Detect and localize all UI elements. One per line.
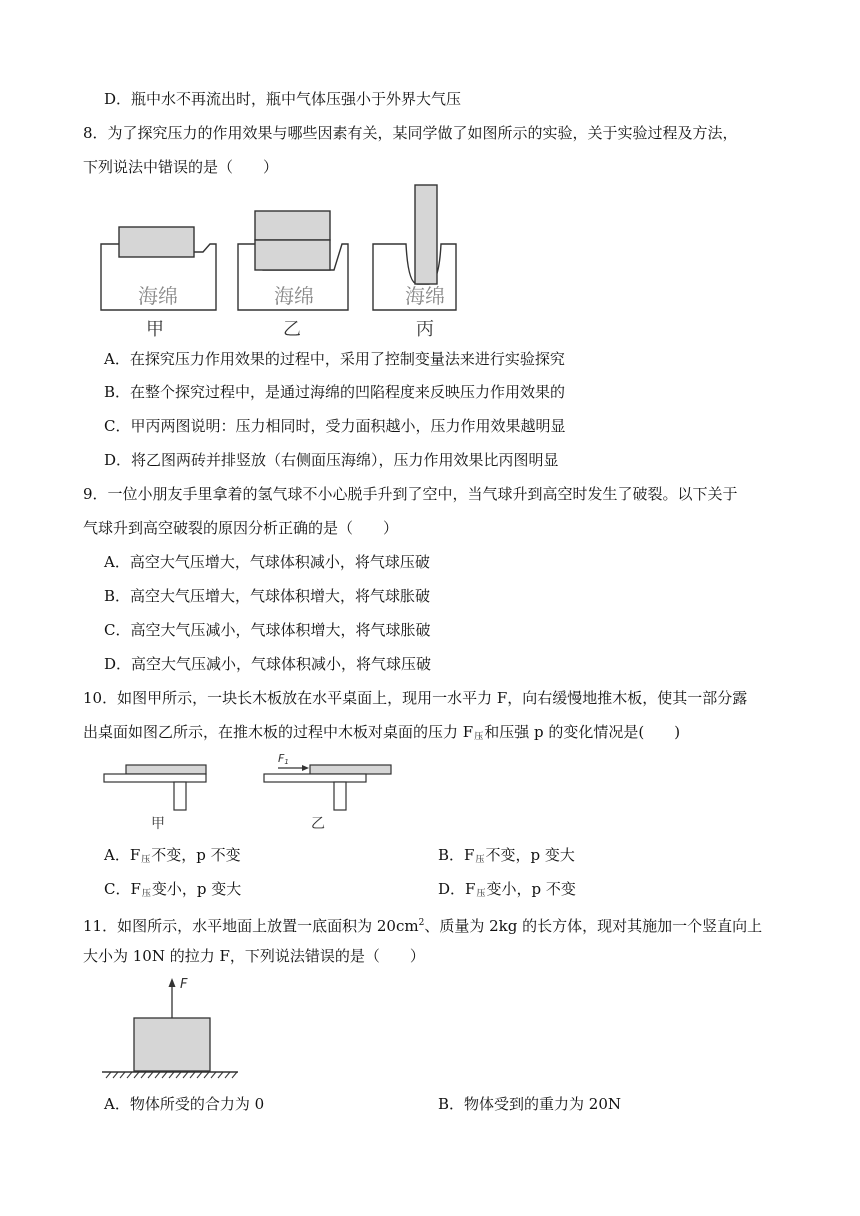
q8-option-d: D．将乙图两砖并排竖放（右侧面压海绵），压力作用效果比丙图明显 [104, 451, 559, 469]
q9-option-b: B．高空大气压增大，气球体积增大，将气球胀破 [104, 587, 431, 605]
q10-stem-line1: 10．如图甲所示，一块长木板放在水平桌面上，现用一水平力 F，向右缓慢地推木板，使其一部分露 [83, 689, 748, 707]
q8-fig-label-a: 甲 [146, 319, 164, 340]
q10-board-figure [100, 752, 400, 834]
q10-tableleg-b [334, 782, 346, 810]
q11-force-label: F [180, 977, 188, 992]
q8-brick-a [119, 227, 194, 257]
q8-stem-line2: 下列说法中错误的是（ ） [83, 158, 279, 176]
q10-fig-label-b: 乙 [311, 816, 325, 832]
q8-sponge-b [238, 211, 348, 310]
q8-option-c: C．甲丙两图说明：压力相同时，受力面积越小，压力作用效果越明显 [104, 417, 566, 435]
q10-tableleg-a [174, 782, 186, 810]
q8-option-b: B．在整个探究过程中，是通过海绵的凹陷程度来反映压力作用效果的 [104, 383, 566, 401]
q8-sponge-c [373, 185, 456, 310]
q10-option-a: A．$F_压$不变，p 不变 [104, 846, 241, 865]
q10-option-c: C．$F_压$变小，p 变大 [104, 880, 242, 899]
q11-ground-hatch [106, 1072, 237, 1078]
q9-option-a: A．高空大气压增大，气球体积减小，将气球压破 [104, 553, 430, 571]
q8-sponge-label-b: 海绵 [274, 284, 314, 308]
q8-fig-label-c: 丙 [416, 319, 434, 340]
q8-fig-label-b: 乙 [283, 319, 301, 340]
q9-stem-line1: 9．一位小朋友手里拿着的氢气球不小心脱手升到了空中，当气球升到高空时发生了破裂。以下关于 [83, 485, 738, 503]
q8-sponge-label-c: 海绵 [405, 284, 445, 308]
q10-board-a [126, 765, 206, 774]
q11-block-figure [100, 970, 240, 1082]
q10-table-a [104, 765, 206, 810]
q8-brick-b-top [255, 211, 330, 240]
q7-option-d: D．瓶中水不再流出时，瓶中气体压强小于外界大气压 [104, 90, 462, 108]
q11-option-a: A．物体所受的合力为 0 [104, 1095, 265, 1113]
q10-table-b [264, 752, 391, 810]
q8-sponge-label-a: 海绵 [138, 284, 178, 308]
q10-board-b [310, 765, 391, 774]
q11-stem-line1: 11．如图所示，水平地面上放置一底面积为 $20cm^2$、质量为 2kg 的长方体，现对其施加一个竖直向上 [83, 917, 763, 935]
q8-brick-b-bottom [255, 240, 330, 270]
q10-stem-line2: 出桌面如图乙所示，在推木板的过程中木板对桌面的压力 $F_压$和压强 p 的变化情况是( ) [83, 723, 681, 742]
q11-block [134, 1018, 210, 1071]
q9-stem-line2: 气球升到高空破裂的原因分析正确的是（ ） [83, 519, 399, 537]
q8-stem-line1: 8．为了探究压力的作用效果与哪些因素有关，某同学做了如图所示的实验，关于实验过程及方法， [83, 124, 738, 142]
q10-fig-label-a: 甲 [151, 816, 165, 832]
q10-tabletop-a [104, 774, 206, 782]
q10-option-d: D．$F_压$变小，p 不变 [438, 880, 576, 899]
q11-option-b: B．物体受到的重力为 20N [438, 1095, 622, 1113]
q8-option-a: A．在探究压力作用效果的过程中，采用了控制变量法来进行实验探究 [104, 350, 565, 368]
q10-tabletop-b [264, 774, 366, 782]
q9-option-d: D．高空大气压减小，气球体积减小，将气球压破 [104, 655, 432, 673]
q10-force-label: F1 [278, 752, 289, 766]
q8-brick-c [415, 185, 437, 284]
q11-stem-line2: 大小为 10N 的拉力 F，下列说法错误的是（ ） [83, 947, 425, 965]
q8-sponge-figure [98, 180, 458, 342]
q8-sponge-a [101, 227, 216, 310]
q10-option-b: B．$F_压$不变，p 变大 [438, 846, 575, 865]
q9-option-c: C．高空大气压减小，气球体积增大，将气球胀破 [104, 621, 431, 639]
